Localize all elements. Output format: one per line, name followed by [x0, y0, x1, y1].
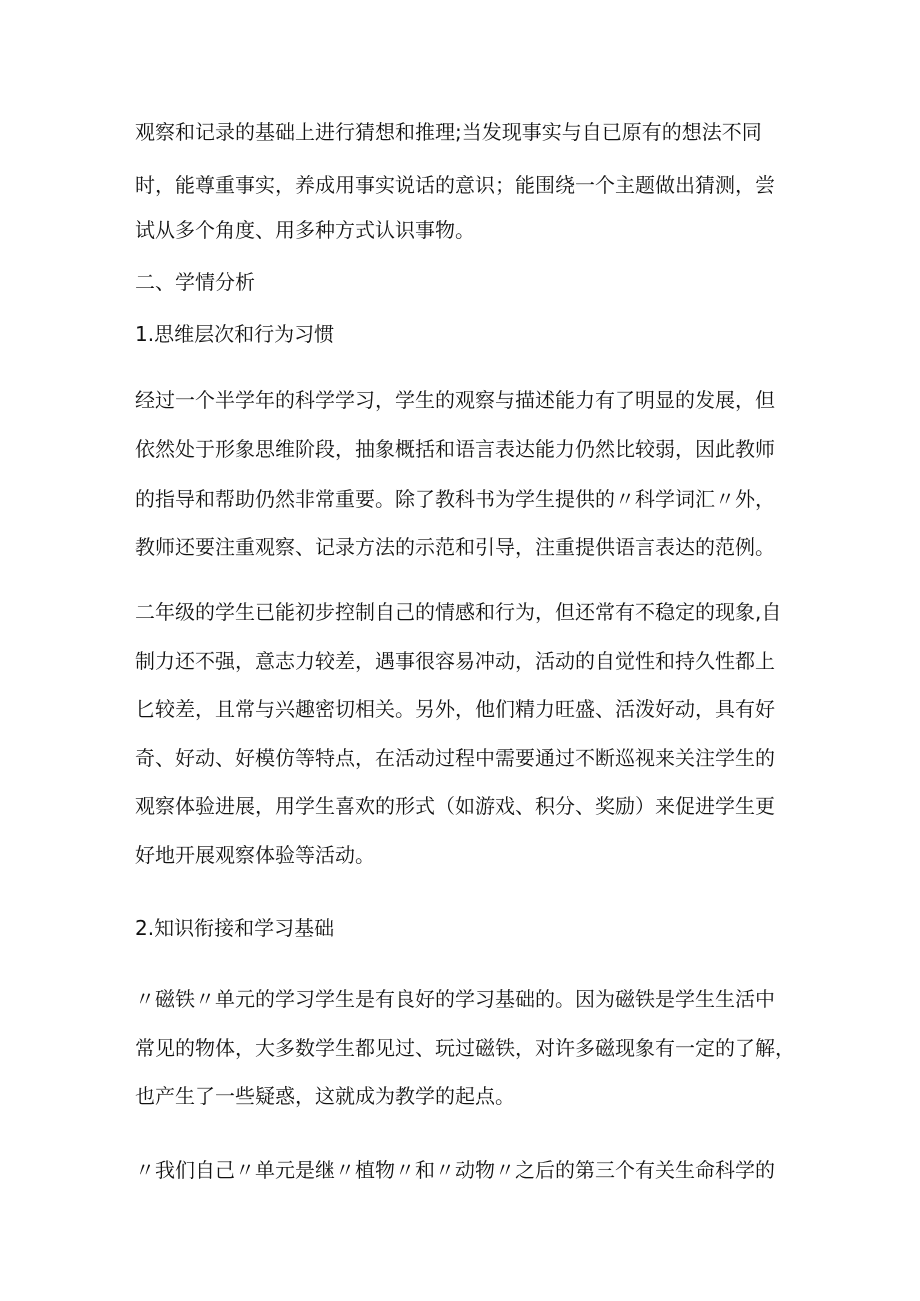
paragraph-1-line-1: 观察和记录的基础上进行猜想和推理;当发现事实与自已原有的想法不同 — [135, 120, 762, 144]
paragraph-2-line-3: 的指导和帮助仍然非常重要。除了教科书为学生提供的〃科学词汇〃外， — [135, 487, 775, 511]
subheading-2: 2.知识衔接和学习基础 — [135, 916, 335, 940]
paragraph-2-line-1: 经过一个半学年的科学学习，学生的观察与描述能力有了明显的发展，但 — [135, 388, 775, 412]
paragraph-3-line-1: 二年级的学生已能初步控制自己的情感和行为，但还常有不稳定的现象,自 — [135, 600, 782, 624]
paragraph-5-line-1: 〃我们自己〃单元是继〃植物〃和〃动物〃之后的第三个有关生命科学的 — [135, 1158, 775, 1182]
paragraph-1-line-3: 试从多个角度、用多种方式认识事物。 — [135, 218, 475, 242]
paragraph-4-line-2: 常见的物体，大多数学生都见过、玩过磁铁，对许多磁现象有一定的了解， — [135, 1036, 795, 1060]
section-heading: 二、学情分析 — [135, 270, 255, 294]
paragraph-2-line-2: 依然处于形象思维阶段，抽象概括和语言表达能力仍然比较弱，因此教师 — [135, 437, 775, 461]
paragraph-2-line-4: 教师还要注重观察、记录方法的示范和引导，注重提供语言表达的范例。 — [135, 535, 775, 559]
paragraph-3-line-6: 好地开展观察体验等活动。 — [135, 843, 375, 867]
paragraph-3-line-3: 匕较差，且常与兴趣密切相关。另外，他们精力旺盛、活泼好动，具有好 — [135, 697, 775, 721]
paragraph-4-line-1: 〃磁铁〃单元的学习学生是有良好的学习基础的。因为磁铁是学生生活中 — [135, 987, 775, 1011]
subheading-1: 1.思维层次和行为习惯 — [135, 322, 335, 346]
paragraph-4-line-3: 也产生了一些疑惑，这就成为教学的起点。 — [135, 1084, 515, 1108]
paragraph-1-line-2: 时，能尊重事实，养成用事实说话的意识；能围绕一个主题做出猜测，尝 — [135, 173, 775, 197]
paragraph-3-line-5: 观察体验进展，用学生喜欢的形式（如游戏、积分、奖励）来促进学生更 — [135, 794, 775, 818]
paragraph-3-line-2: 制力还不强，意志力较差，遇事很容易冲动，活动的自觉性和持久性都上 — [135, 649, 775, 673]
paragraph-3-line-4: 奇、好动、好模仿等特点，在活动过程中需要通过不断巡视来关注学生的 — [135, 746, 775, 770]
